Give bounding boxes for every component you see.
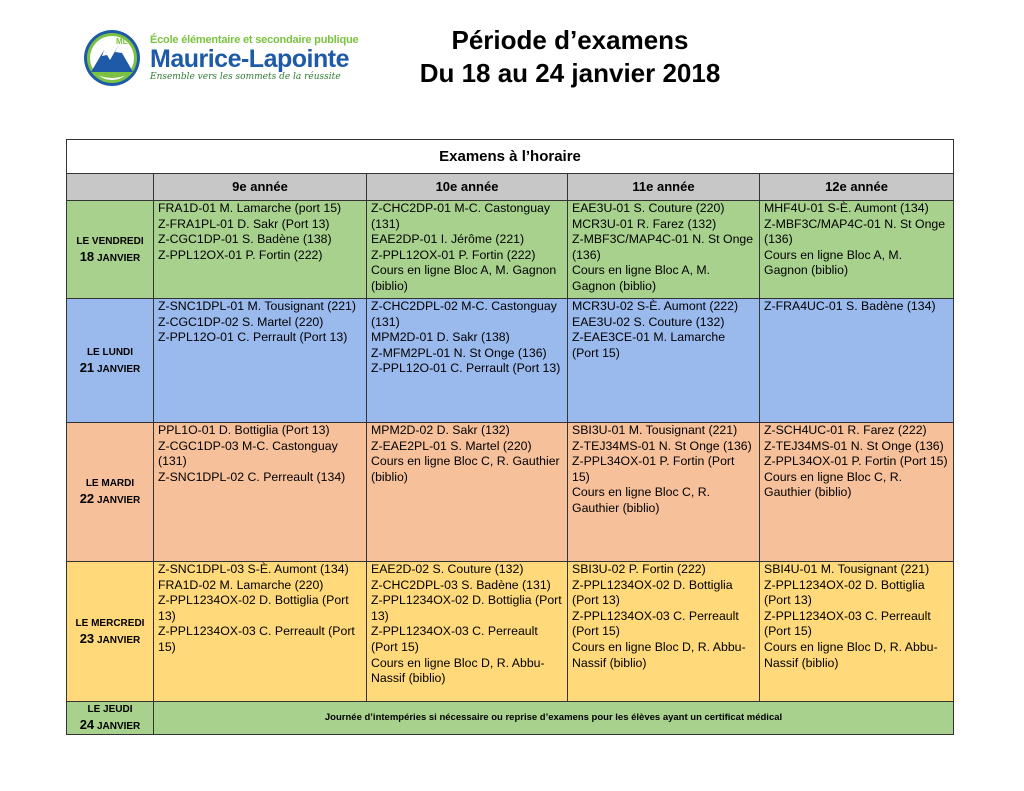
exam-cell-12e <box>760 562 954 702</box>
day-label <box>67 201 154 299</box>
column-header-9e: 9e année <box>154 174 367 201</box>
exam-entry: Cours en ligne Bloc D, R. Abbu-Nassif (biblio) <box>764 639 938 670</box>
mountain-logo-icon <box>82 28 142 88</box>
exam-entry: Z-SNC1DPL-02 C. Perreault (134) <box>158 469 346 484</box>
exam-entry: Cours en ligne Bloc C, R. Gauthier (biblio) <box>764 469 903 500</box>
exam-cell-11e <box>568 299 760 423</box>
day-name: LE MARDI <box>85 478 135 489</box>
exam-entry: EAE2DP-01 I. Jérôme (221) <box>371 232 525 247</box>
exam-entry: Cours en ligne Bloc D, R. Abbu-Nassif (biblio) <box>572 639 746 670</box>
exam-entry: Cours en ligne Bloc D, R. Abbu-Nassif (biblio) <box>371 655 545 686</box>
exam-cell-12e <box>760 299 954 423</box>
exam-cell-9e <box>154 562 367 702</box>
exam-cell-11e <box>568 201 760 299</box>
exam-entry: Z-CHC2DPL-03 S. Badène (131) <box>371 577 551 592</box>
logo-motto: Ensemble vers les sommets de la réussite <box>150 72 341 82</box>
title-dates: Du 18 au 24 janvier 2018 <box>419 58 721 88</box>
exam-entry: SBI4U-01 M. Tousignant (221) <box>764 562 930 576</box>
school-logo <box>82 26 359 90</box>
day-month: JANVIER <box>96 252 141 264</box>
exam-entry: Cours en ligne Bloc A, M. Gagnon (biblio) <box>572 263 711 293</box>
exam-entry: SBI3U-02 P. Fortin (222) <box>572 562 706 576</box>
exam-entry: Z-PPL1234OX-03 C. Perreault (Port 15) <box>572 608 739 639</box>
exam-entry: Z-SCH4UC-01 R. Farez (222) <box>764 423 927 437</box>
exam-entry: Z-SNC1DPL-03 S-È. Aumont (134) <box>158 562 349 576</box>
exam-entry: MPM2D-02 D. Sakr (132) <box>371 423 510 437</box>
table-row <box>67 299 954 423</box>
day-label <box>67 702 154 735</box>
exam-entry: Z-CGC1DP-01 S. Badène (138) <box>158 232 332 247</box>
title-main: Période d’examens <box>451 25 689 55</box>
exam-cell-9e <box>154 423 367 562</box>
exam-schedule-table <box>66 139 954 735</box>
exam-entry: EAE2D-02 S. Couture (132) <box>371 562 524 576</box>
exam-entry: Z-TEJ34MS-01 N. St Onge (136) <box>764 438 944 453</box>
exam-entry: Z-PPL34OX-01 P. Fortin (Port 15) <box>572 454 735 484</box>
table-row <box>67 562 954 702</box>
day-month: JANVIER <box>96 495 141 506</box>
day-month: JANVIER <box>96 363 141 375</box>
exam-entry: Z-CGC1DP-02 S. Martel (220) <box>158 314 324 329</box>
exam-cell-10e <box>367 562 568 702</box>
exam-entry: EAE3U-02 S. Couture (132) <box>572 314 725 329</box>
table-header-row <box>67 174 954 201</box>
day-month: JANVIER <box>96 634 141 646</box>
exam-cell-9e <box>154 299 367 423</box>
day-number: 22 <box>79 491 95 506</box>
table-row <box>67 423 954 562</box>
exam-entry: Z-PPL1234OX-03 C. Perreault (Port 15) <box>764 608 931 639</box>
exam-cell-9e <box>154 201 367 299</box>
exam-cell-11e <box>568 423 760 562</box>
exam-entry: MCR3U-01 R. Farez (132) <box>572 216 717 231</box>
exam-entry: Z-FRA4UC-01 S. Badène (134) <box>764 299 936 313</box>
exam-cell-12e <box>760 201 954 299</box>
table-row <box>67 201 954 299</box>
exam-entry: Z-PPL12O-01 C. Perrault (Port 13) <box>158 330 348 345</box>
logo-tagline: École élémentaire et secondaire publique <box>150 34 359 46</box>
exam-cell-10e <box>367 299 568 423</box>
day-label <box>67 562 154 702</box>
day-number: 24 <box>79 717 95 732</box>
exam-cell-11e <box>568 562 760 702</box>
exam-entry: Z-FRA1PL-01 D. Sakr (Port 13) <box>158 216 330 231</box>
day-name: LE VENDREDI <box>76 235 144 247</box>
exam-entry: Z-MFM2PL-01 N. St Onge (136) <box>371 345 547 360</box>
exam-entry: MPM2D-01 D. Sakr (138) <box>371 330 510 345</box>
exam-entry: Z-MBF3C/MAP4C-01 N. St Onge (136) <box>572 232 754 262</box>
exam-entry: Z-PPL12OX-01 P. Fortin (222) <box>158 247 323 262</box>
exam-entry: MCR3U-02 S-È. Aumont (222) <box>572 299 739 313</box>
exam-cell-10e <box>367 201 568 299</box>
day-name: LE JEUDI <box>87 704 133 715</box>
exam-entry: Z-EAE3CE-01 M. Lamarche (Port 15) <box>572 330 726 360</box>
exam-entry: Z-CHC2DP-01 M-C. Castonguay (131) <box>371 201 551 231</box>
exam-entry: Z-PPL1234OX-03 C. Perreault (Port 15) <box>371 624 538 654</box>
exam-entry: Z-PPL34OX-01 P. Fortin (Port 15) <box>764 454 948 469</box>
exam-entry: Cours en ligne Bloc C, R. Gauthier (biblio) <box>371 454 560 484</box>
exam-entry: FRA1D-01 M. Lamarche (port 15) <box>158 201 342 215</box>
table-row <box>67 702 954 735</box>
exam-entry: Z-MBF3C/MAP4C-01 N. St Onge (136) <box>764 216 946 247</box>
exam-entry: Z-PPL12OX-01 P. Fortin (222) <box>371 247 536 262</box>
exam-entry: SBI3U-01 M. Tousignant (221) <box>572 423 738 437</box>
day-number: 21 <box>79 359 95 375</box>
exam-cell-10e <box>367 423 568 562</box>
column-header-11e: 11e année <box>568 174 760 201</box>
logo-initials: ML <box>116 37 128 46</box>
logo-school-name: Maurice-Lapointe <box>150 45 349 73</box>
exam-entry: Z-CGC1DP-03 M-C. Castonguay (131) <box>158 438 338 469</box>
intemperie-note: Journée d’intempéries si nécessaire ou reprise d’examens pour les élèves ayant un certificat médical <box>154 702 954 735</box>
exam-entry: Z-EAE2PL-01 S. Martel (220) <box>371 438 532 453</box>
exam-entry: EAE3U-01 S. Couture (220) <box>572 201 725 215</box>
exam-entry: Z-TEJ34MS-01 N. St Onge (136) <box>572 438 752 453</box>
exam-entry: Z-PPL12O-01 C. Perrault (Port 13) <box>371 361 561 376</box>
exam-entry: Z-PPL1234OX-02 D. Bottiglia (Port 13) <box>371 593 562 623</box>
day-number: 23 <box>79 630 95 646</box>
column-header-day <box>67 174 154 201</box>
day-name: LE LUNDI <box>86 346 134 358</box>
exam-entry: MHF4U-01 S-È. Aumont (134) <box>764 201 929 215</box>
exam-entry: Z-PPL1234OX-02 D. Bottiglia (Port 13) <box>158 593 349 623</box>
page-title <box>380 24 760 90</box>
exam-entry: Z-PPL1234OX-02 D. Bottiglia (Port 13) <box>572 577 733 608</box>
exam-entry: Z-SNC1DPL-01 M. Tousignant (221) <box>158 299 356 313</box>
column-header-10e: 10e année <box>367 174 568 201</box>
column-header-12e: 12e année <box>760 174 954 201</box>
exam-entry: Cours en ligne Bloc A, M. Gagnon (biblio) <box>764 247 903 278</box>
exam-entry: Cours en ligne Bloc A, M. Gagnon (biblio) <box>371 263 557 293</box>
exam-entry: Z-PPL1234OX-03 C. Perreault (Port 15) <box>158 624 355 654</box>
exam-cell-12e <box>760 423 954 562</box>
exam-entry: Z-CHC2DPL-02 M-C. Castonguay (131) <box>371 299 557 329</box>
day-label <box>67 299 154 423</box>
table-caption: Examens à l’horaire <box>67 140 954 174</box>
day-name: LE MERCREDI <box>75 617 145 629</box>
exam-entry: FRA1D-02 M. Lamarche (220) <box>158 577 324 592</box>
exam-entry: Z-PPL1234OX-02 D. Bottiglia (Port 13) <box>764 577 925 608</box>
exam-entry: Cours en ligne Bloc C, R. Gauthier (biblio) <box>572 485 711 515</box>
day-month: JANVIER <box>96 721 141 732</box>
day-number: 18 <box>79 248 95 264</box>
day-label <box>67 423 154 562</box>
exam-entry: PPL1O-01 D. Bottiglia (Port 13) <box>158 423 330 437</box>
